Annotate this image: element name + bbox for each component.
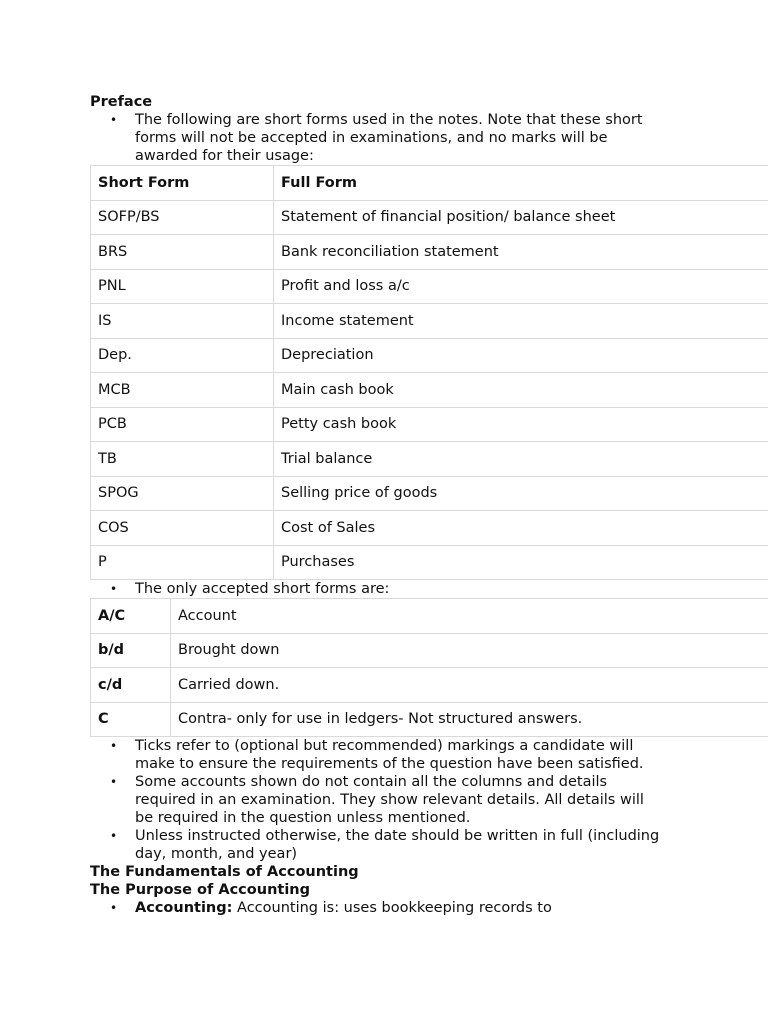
note-item bbox=[90, 737, 768, 773]
full-form-cell: Income statement bbox=[274, 304, 768, 339]
full-form-cell: Cost of Sales bbox=[274, 511, 768, 546]
full-form-cell: Trial balance bbox=[274, 442, 768, 477]
short-forms-header-row bbox=[91, 166, 768, 201]
preface-heading: Preface bbox=[90, 94, 153, 110]
short-form-header: Short Form bbox=[91, 166, 274, 201]
accounting-item bbox=[90, 899, 768, 917]
preface-intro-item bbox=[90, 111, 768, 165]
full-form-cell: Statement of financial position/ balance sheet bbox=[274, 200, 768, 235]
short-form-cell: COS bbox=[91, 511, 274, 546]
short-forms-row bbox=[91, 442, 768, 477]
preface-intro-text: The following are short forms used in the notes. Note that these short forms will not be accepted in examinations, and no marks will be awarded for their usage: bbox=[135, 112, 643, 164]
short-forms-row bbox=[91, 373, 768, 408]
note-text: Some accounts shown do not contain all the columns and details required in an examination. They show relevant details. All details will be required in the question unless mentioned. bbox=[135, 774, 644, 826]
short-form-cell: BRS bbox=[91, 235, 274, 270]
accepted-forms-row bbox=[91, 599, 768, 634]
short-form-cell: PNL bbox=[91, 269, 274, 304]
short-forms-row bbox=[91, 545, 768, 580]
short-form-cell: Dep. bbox=[91, 338, 274, 373]
short-form-cell: MCB bbox=[91, 373, 274, 408]
accepted-short-form-cell: A/C bbox=[91, 599, 171, 634]
note-item bbox=[90, 827, 768, 863]
full-form-cell: Purchases bbox=[274, 545, 768, 580]
bullet-icon: • bbox=[110, 739, 118, 753]
short-forms-row bbox=[91, 407, 768, 442]
short-forms-row bbox=[91, 304, 768, 339]
accepted-forms-table bbox=[90, 598, 768, 737]
short-form-cell: IS bbox=[91, 304, 274, 339]
bullet-icon: • bbox=[110, 582, 118, 596]
notes-list bbox=[90, 737, 768, 863]
accepted-forms-row bbox=[91, 702, 768, 737]
short-forms-table bbox=[90, 165, 768, 580]
note-text: Ticks refer to (optional but recommended) markings a candidate will make to ensure the requirements of the question have been satisfied. bbox=[135, 738, 644, 772]
bullet-icon: • bbox=[110, 113, 118, 127]
accepted-meaning-cell: Carried down. bbox=[171, 668, 768, 703]
note-text: Unless instructed otherwise, the date should be written in full (including day, month, and year) bbox=[135, 828, 660, 862]
full-form-cell: Selling price of goods bbox=[274, 476, 768, 511]
accepted-short-form-cell: C bbox=[91, 702, 171, 737]
short-forms-row bbox=[91, 235, 768, 270]
accepted-short-form-cell: b/d bbox=[91, 633, 171, 668]
short-forms-row bbox=[91, 338, 768, 373]
short-form-cell: PCB bbox=[91, 407, 274, 442]
purpose-heading: The Purpose of Accounting bbox=[90, 882, 310, 898]
accepted-short-form-cell: c/d bbox=[91, 668, 171, 703]
bullet-icon: • bbox=[110, 775, 118, 789]
short-form-cell: P bbox=[91, 545, 274, 580]
accepted-list bbox=[90, 580, 768, 598]
accepted-intro-text: The only accepted short forms are: bbox=[135, 581, 390, 597]
accounting-definition: Accounting is: uses bookkeeping records to bbox=[232, 900, 552, 916]
preface-list bbox=[90, 111, 768, 165]
document-page bbox=[90, 93, 768, 917]
accepted-forms-row bbox=[91, 633, 768, 668]
full-form-cell: Petty cash book bbox=[274, 407, 768, 442]
short-form-cell: TB bbox=[91, 442, 274, 477]
short-forms-row bbox=[91, 200, 768, 235]
accepted-forms-row bbox=[91, 668, 768, 703]
full-form-cell: Profit and loss a/c bbox=[274, 269, 768, 304]
full-form-cell: Bank reconciliation statement bbox=[274, 235, 768, 270]
short-forms-row bbox=[91, 511, 768, 546]
fundamentals-list bbox=[90, 899, 768, 917]
accepted-meaning-cell: Brought down bbox=[171, 633, 768, 668]
full-form-header: Full Form bbox=[274, 166, 768, 201]
short-form-cell: SPOG bbox=[91, 476, 274, 511]
short-forms-row bbox=[91, 269, 768, 304]
short-forms-row bbox=[91, 476, 768, 511]
bullet-icon: • bbox=[110, 829, 118, 843]
accepted-meaning-cell: Account bbox=[171, 599, 768, 634]
short-form-cell: SOFP/BS bbox=[91, 200, 274, 235]
fundamentals-heading: The Fundamentals of Accounting bbox=[90, 864, 359, 880]
accepted-meaning-cell: Contra- only for use in ledgers- Not structured answers. bbox=[171, 702, 768, 737]
accounting-term: Accounting: bbox=[135, 900, 233, 916]
full-form-cell: Main cash book bbox=[274, 373, 768, 408]
bullet-icon: • bbox=[110, 901, 118, 915]
accepted-intro-item bbox=[90, 580, 768, 598]
full-form-cell: Depreciation bbox=[274, 338, 768, 373]
note-item bbox=[90, 773, 768, 827]
